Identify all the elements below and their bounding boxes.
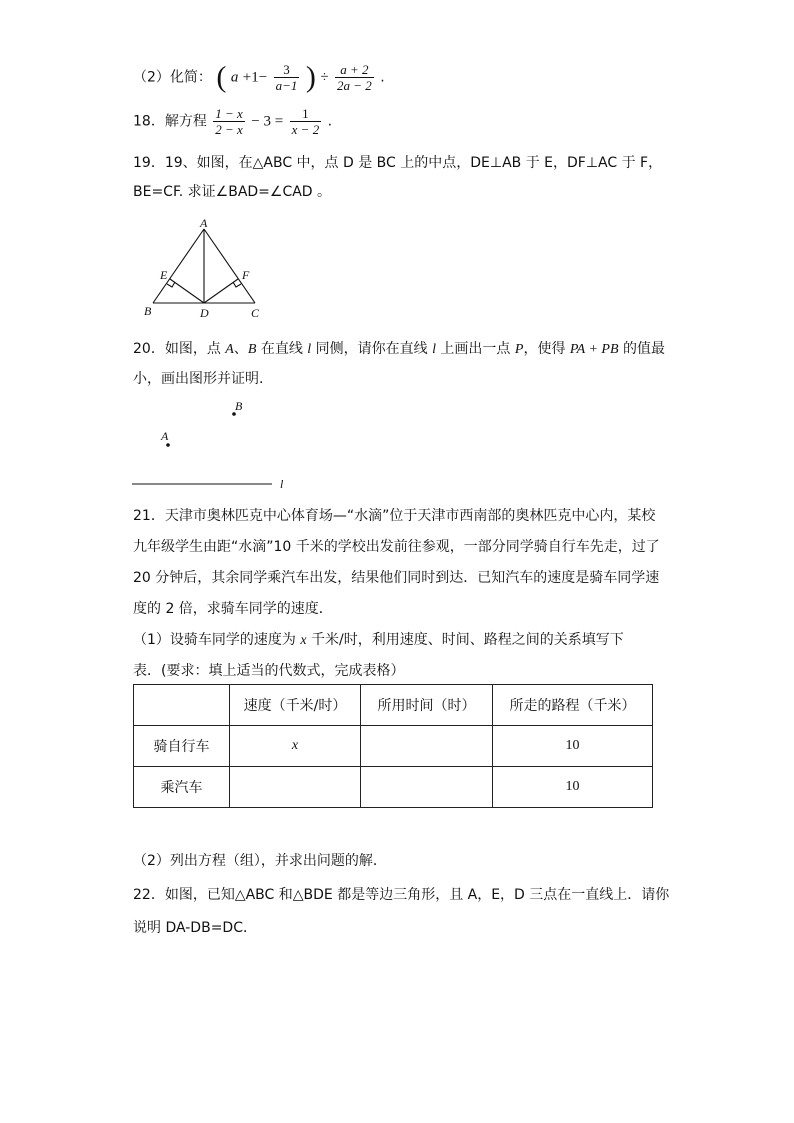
- q20-text-b: 在直线: [256, 341, 308, 357]
- q20-text-d: 上画出一点: [435, 341, 515, 357]
- q20-point-a: A: [225, 342, 234, 357]
- table-cell: 乘汽车: [134, 767, 230, 808]
- line-figure: [130, 396, 300, 496]
- q21-part1-line2: 表．(要求：填上适当的代数式，完成表格）: [133, 663, 405, 679]
- speed-table: [133, 684, 653, 808]
- fig-label-B: B: [235, 399, 243, 413]
- label-E: E: [160, 268, 168, 282]
- q17-part2: [133, 62, 385, 93]
- table-header-cell: 所用时间（时）: [361, 685, 493, 726]
- q18-fraction-1: [213, 106, 245, 137]
- table-row: [134, 767, 653, 808]
- q21-part2: （2）列出方程（组），并求出问题的解．: [133, 853, 387, 869]
- q17-plus: +1−: [242, 69, 268, 86]
- table-cell: 10: [493, 767, 653, 808]
- fig-label-l: l: [280, 477, 284, 491]
- q18-mid: − 3 =: [251, 113, 284, 130]
- q18-f2-num: 1: [290, 106, 322, 122]
- triangle-figure: [138, 216, 268, 320]
- q18-f1-num: 1 − x: [215, 106, 243, 121]
- q21-line1: 21．天津市奥林匹克中心体育场—“水滴”位于天津市西南部的奥林匹克中心内，某校: [133, 508, 656, 524]
- q17-end: .: [380, 69, 385, 86]
- table-cell: [361, 726, 493, 767]
- q21-line4: 度的 2 倍，求骑车同学的速度．: [133, 601, 333, 617]
- q20-line2: 小，画出图形并证明.: [133, 371, 264, 387]
- label-A: A: [200, 216, 208, 230]
- q20-text-a: 20．如图，点: [133, 341, 226, 357]
- q20-text-f: 的值最: [618, 341, 665, 357]
- q20-text-e: ，使得: [523, 341, 570, 357]
- q20-expr: PA + PB: [569, 342, 619, 357]
- q20-point-p: P: [514, 342, 524, 357]
- q18-f1-den: 2 − x: [215, 122, 243, 137]
- q22-line2: 说明 DA-DB=DC．: [133, 920, 257, 936]
- label-D: D: [200, 306, 209, 320]
- label-C: C: [251, 306, 260, 320]
- q17-f2-den: 2a − 2: [337, 78, 372, 93]
- q20-line-l-2: l: [432, 342, 436, 357]
- table-cell: 10: [493, 726, 653, 767]
- fig-label-A: A: [161, 429, 169, 443]
- q20-point-b: B: [247, 342, 257, 357]
- q18-f2-den: x − 2: [291, 122, 320, 137]
- q21-line3: 20 分钟后，其余同学乘汽车出发，结果他们同时到达．已知汽车的速度是骑车同学速: [133, 570, 660, 586]
- table-cell: x: [230, 726, 361, 767]
- table-header-cell: 速度（千米/时）: [230, 685, 361, 726]
- q19-line1: 19．19、如图，在△ABC 中，点 D 是 BC 上的中点，DE⊥AB 于 E，DF⊥AC 于 F，: [133, 155, 663, 171]
- q20-text-c: 同侧，请你在直线: [311, 341, 433, 357]
- q20-line-l: l: [307, 342, 312, 357]
- q20-line1: [133, 338, 665, 358]
- q22-line1: 22．如图，已知△ABC 和△BDE 都是等边三角形，且 A，E，D 三点在一直线上．请你: [133, 887, 670, 903]
- q17-a: a: [230, 69, 239, 86]
- table-header-cell: 所走的路程（千米）: [493, 685, 653, 726]
- left-paren: (: [216, 60, 227, 94]
- label-F: F: [242, 268, 250, 282]
- q18-label: 18．解方程: [133, 113, 207, 130]
- q21-part1: [133, 629, 624, 649]
- q19-line2: BE=CF. 求证∠BAD=∠CAD 。: [133, 184, 332, 200]
- right-paren: ): [305, 60, 316, 94]
- table-row: [134, 726, 653, 767]
- label-B: B: [144, 304, 152, 318]
- q18-fraction-2: [290, 106, 322, 137]
- q18: [133, 106, 332, 137]
- table-header-row: [134, 685, 653, 726]
- table-cell: 骑自行车: [134, 726, 230, 767]
- q21-p1-b: 千米/时，利用速度、时间、路程之间的关系填写下: [306, 632, 624, 648]
- q17-div: ÷: [320, 69, 329, 86]
- table-header-cell: [134, 685, 230, 726]
- q17-fraction-1: [274, 62, 300, 93]
- q18-end: .: [327, 113, 333, 130]
- q17-label: （2）化简：: [133, 69, 212, 86]
- q17-f1-num: 3: [274, 62, 300, 78]
- q17-fraction-2: [335, 62, 374, 93]
- q17-f2-num: a + 2: [335, 62, 374, 78]
- q21-p1-a: （1）设骑车同学的速度为: [133, 632, 301, 648]
- table-cell: [361, 767, 493, 808]
- q21-p1-x: x: [300, 633, 307, 648]
- q20-sep: 、: [233, 341, 248, 357]
- q21-line2: 九年级学生由距“水滴”10 千米的学校出发前往参观，一部分同学骑自行车先走，过了: [133, 539, 660, 555]
- q17-f1-den: a−1: [275, 78, 298, 93]
- table-cell: [230, 767, 361, 808]
